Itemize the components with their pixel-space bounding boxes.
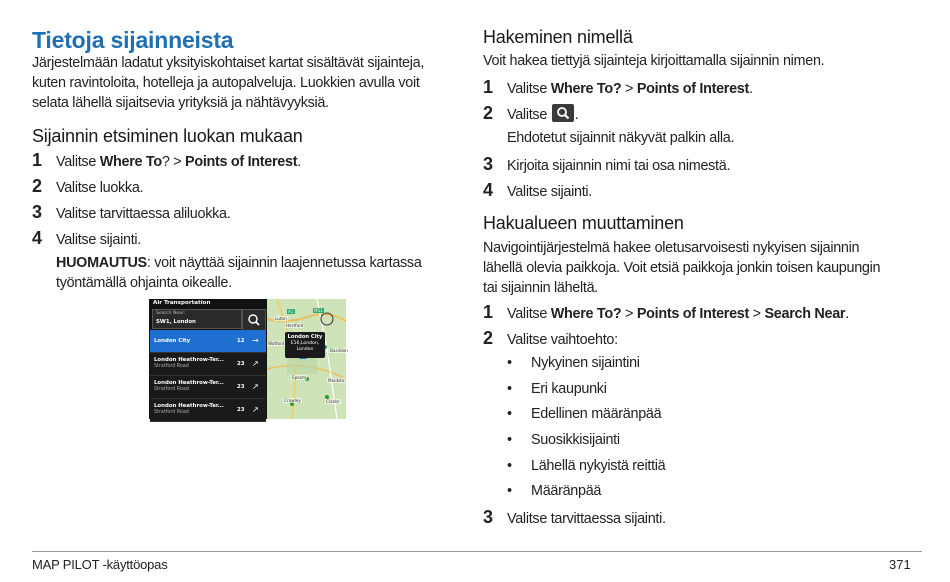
step-number: 3 <box>32 202 43 222</box>
step-number: 2 <box>32 176 43 196</box>
area-step-3 <box>483 507 666 529</box>
page-title: Tietoja sijainneista <box>32 27 234 53</box>
intro-line-3: selata lähellä sijaitsevia yrityksiä ja nähtävyyksiä. <box>32 95 329 111</box>
step-number: 2 <box>483 103 494 123</box>
step-text: Valitse tarvittaessa sijainti. <box>507 511 666 527</box>
step-3 <box>32 202 230 224</box>
page-number: 371 <box>889 557 911 572</box>
note-line-1: HUOMAUTUS: voit näyttää sijainnin laajennetussa kartassa <box>56 255 422 271</box>
option-bullet: • Määränpää <box>507 483 602 499</box>
option-bullet: • Nykyinen sijaintini <box>507 355 640 371</box>
footer-manual-title: MAP PILOT -käyttöopas <box>32 557 168 572</box>
device-search-near-box: Search Near: SW1, London <box>152 309 242 329</box>
option-bullet: • Lähellä nykyistä reittiä <box>507 458 666 474</box>
name-step-3 <box>483 154 730 176</box>
device-header: Air Transportation <box>153 300 211 306</box>
step-text: Valitse tarvittaessa aliluokka. <box>56 206 231 222</box>
step-number: 3 <box>483 507 494 527</box>
device-search-icon <box>242 309 266 331</box>
area-intro-line-3: tai sijainnin läheltä. <box>483 280 598 296</box>
device-result-row: London Heathrow-Ter... Stratford Road 23 ↗ <box>150 353 266 376</box>
option-bullet: • Edellinen määränpää <box>507 406 662 422</box>
area-step-2 <box>483 328 618 350</box>
device-screenshot <box>149 299 346 419</box>
device-result-row: London Heathrow-Ter... Stratford Road 23 ↗ <box>150 399 266 422</box>
step-number: 1 <box>32 150 43 170</box>
step-text: Valitse Where To? > Points of Interest. <box>507 81 753 97</box>
step-number: 1 <box>483 77 494 97</box>
section-heading-category: Sijainnin etsiminen luokan mukaan <box>32 126 303 146</box>
step-text: Valitse sijainti. <box>507 184 593 200</box>
area-step-1 <box>483 302 849 324</box>
step-text: Valitse Where To? > Points of Interest > Search Near. <box>507 306 849 322</box>
option-bullet: • Suosikkisijainti <box>507 432 620 448</box>
search-icon <box>552 104 574 122</box>
step-1 <box>32 150 301 172</box>
step-text: Kirjoita sijainnin nimi tai osa nimestä. <box>507 158 731 174</box>
area-intro-line-1: Navigointijärjestelmä hakee oletusarvoisesti nykyisen sijainnin <box>483 240 860 256</box>
name-step-4 <box>483 180 592 202</box>
intro-line-2: kuten ravintoloita, hotelleja ja autopalveluja. Luokkien avulla voit <box>32 75 420 91</box>
step-4 <box>32 228 141 250</box>
step-number: 3 <box>483 154 494 174</box>
step-text: Valitse sijainti. <box>56 232 142 248</box>
footer-divider <box>32 551 922 552</box>
intro-line-1: Järjestelmään ladatut yksityiskohtaiset kartat sisältävät sijainteja, <box>32 55 425 71</box>
note-line-2: työntämällä ohjainta oikealle. <box>56 275 232 291</box>
step-text: Valitse luokka. <box>56 180 144 196</box>
device-result-row: London Heathrow-Ter... Stratford Road 23 ↗ <box>150 376 266 399</box>
step-number: 4 <box>32 228 43 248</box>
section-heading-name-search: Hakeminen nimellä <box>483 27 633 47</box>
step-text: Valitse Where To? > Points of Interest. <box>56 154 301 170</box>
section-heading-search-area: Hakualueen muuttaminen <box>483 213 684 233</box>
step-text: Valitse vaihtoehto: <box>507 332 618 348</box>
area-intro-line-2: lähellä olevia paikkoja. Voit etsiä paikkoja jonkin toisen kaupungin <box>483 260 881 276</box>
step-text: Valitse . <box>507 104 578 123</box>
device-map: Luton Hertford Watford Basildon Epsom Maidsto Crawley Clanbr M11 A1 <box>267 299 346 419</box>
step-number: 1 <box>483 302 494 322</box>
name-search-intro: Voit hakea tiettyjä sijainteja kirjoittamalla sijainnin nimen. <box>483 53 825 69</box>
option-bullet: • Eri kaupunki <box>507 381 607 397</box>
name-step-2 <box>483 103 578 125</box>
device-map-callout: London City E16,London, London <box>285 332 325 358</box>
step-2 <box>32 176 143 198</box>
name-step-1 <box>483 77 753 99</box>
step-number: 4 <box>483 180 494 200</box>
step-number: 2 <box>483 328 494 348</box>
device-result-row: London City 12 → <box>150 330 266 353</box>
name-step-2-sub: Ehdotetut sijainnit näkyvät palkin alla. <box>507 130 735 146</box>
